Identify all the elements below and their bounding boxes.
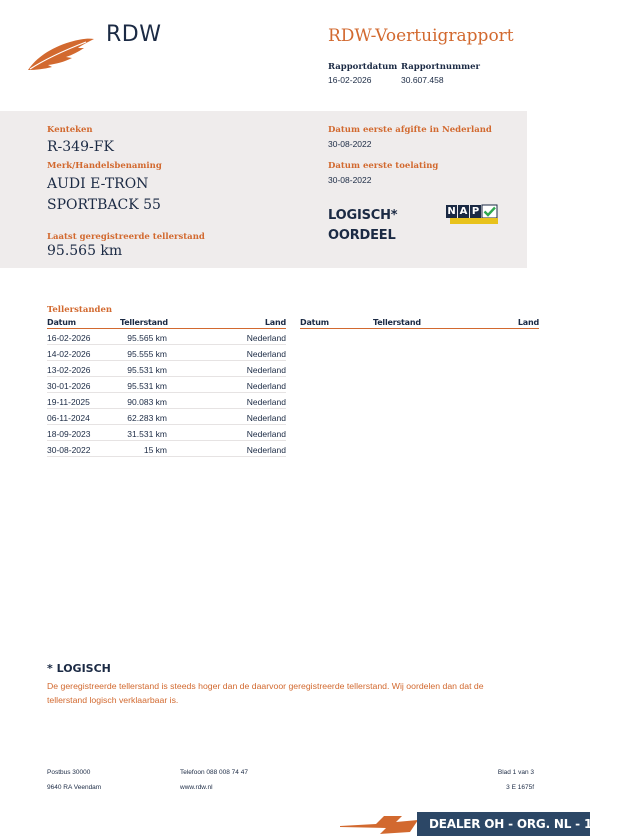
report-title: RDW-Voertuigrapport: [328, 26, 514, 46]
reading-land: Nederland: [246, 397, 286, 407]
odometer-label: Laatst geregistreerde tellerstand: [47, 232, 205, 242]
reading-land: Nederland: [246, 445, 286, 455]
reading-land: Nederland: [246, 365, 286, 375]
header-date: Datum: [47, 318, 76, 327]
footer-website: www.rdw.nl: [180, 784, 213, 791]
reading-land: Nederland: [246, 381, 286, 391]
table-row: [47, 329, 286, 345]
footnote-title: * LOGISCH: [47, 662, 111, 675]
first-admission-label: Datum eerste toelating: [328, 161, 439, 171]
make-line-2: SPORTBACK 55: [47, 197, 161, 213]
brand-name: RDW: [106, 22, 162, 47]
feather-stripe-icon: [340, 812, 420, 836]
report-number: 30.607.458: [401, 75, 444, 85]
table-row: [47, 345, 286, 361]
reading-date: 16-02-2026: [47, 333, 91, 343]
readings-table-right: [300, 318, 539, 329]
make-line-1: AUDI E-TRON: [47, 176, 149, 192]
table-row: [47, 409, 286, 425]
dealer-banner: DEALER OH - ORG. NL - 1E EIG: [417, 812, 590, 836]
footer-code: 3 E 1675f: [506, 784, 534, 791]
footnote-text: De geregistreerde tellerstand is steeds hoger dan de daarvoor geregistreerde tellerstand. Wij oordelen dan dat de tellerstand logisch verklaarbaar is.: [47, 681, 484, 705]
reading-km: 95.531 km: [127, 381, 167, 391]
first-admission-value: 30-08-2022: [328, 175, 372, 185]
table-row: [47, 393, 286, 409]
reading-km: 95.531 km: [127, 365, 167, 375]
header-land: Land: [517, 318, 539, 327]
verdict-line-1: LOGISCH*: [328, 208, 398, 223]
report-date: 16-02-2026: [328, 75, 372, 85]
table-row: [47, 361, 286, 377]
footer-page-number: Blad 1 van 3: [497, 769, 534, 776]
header-km: Tellerstand: [373, 318, 421, 327]
reading-km: 15 km: [143, 445, 167, 455]
nap-check-icon: [482, 205, 497, 218]
footer-city: 9640 RA Veendam: [47, 784, 102, 791]
reading-land: Nederland: [246, 429, 286, 439]
report-number-label: Rapportnummer: [401, 62, 480, 72]
header-date: Datum: [300, 318, 329, 327]
header-km: Tellerstand: [120, 318, 168, 327]
reading-date: 19-11-2025: [47, 397, 90, 407]
nap-logo: [446, 205, 498, 224]
reading-land: Nederland: [246, 333, 286, 343]
table-row: [47, 377, 286, 393]
reading-date: 14-02-2026: [47, 349, 91, 359]
reading-km: 95.565 km: [127, 333, 167, 343]
reading-date: 13-02-2026: [47, 365, 91, 375]
readings-rows: [47, 329, 286, 457]
odometer-value: 95.565 km: [47, 243, 123, 259]
readings-section-label: Tellerstanden: [47, 305, 113, 315]
plate-label: Kenteken: [47, 125, 93, 135]
reading-date: 30-08-2022: [47, 445, 91, 455]
reading-date: 18-09-2023: [47, 429, 91, 439]
nap-letter-p: P: [471, 206, 480, 217]
rdw-feather-logo: [26, 36, 96, 72]
reading-km: 90.083 km: [127, 397, 167, 407]
first-nl-label: Datum eerste afgifte in Nederland: [328, 125, 492, 135]
reading-km: 31.531 km: [127, 429, 167, 439]
nap-bar: [450, 218, 498, 224]
footer-po-box: Postbus 30000: [47, 769, 91, 776]
reading-km: 95.555 km: [127, 349, 167, 359]
reading-date: 30-01-2026: [47, 381, 91, 391]
reading-land: Nederland: [246, 413, 286, 423]
reading-land: Nederland: [246, 349, 286, 359]
report-date-label: Rapportdatum: [328, 62, 398, 72]
table-header: [300, 318, 539, 329]
verdict-line-2: OORDEEL: [328, 228, 396, 243]
footer-phone: Telefoon 088 008 74 47: [180, 769, 248, 776]
header-land: Land: [264, 318, 286, 327]
nap-letter-n: N: [447, 206, 456, 217]
readings-table-left: [47, 318, 286, 457]
reading-km: 62.283 km: [127, 413, 167, 423]
plate-value: R-349-FK: [47, 139, 114, 155]
first-nl-value: 30-08-2022: [328, 139, 372, 149]
nap-letter-a: A: [459, 206, 468, 217]
table-header: [47, 318, 286, 329]
table-row: [47, 425, 286, 441]
make-label: Merk/Handelsbenaming: [47, 161, 162, 171]
reading-date: 06-11-2024: [47, 413, 90, 423]
table-row: [47, 441, 286, 457]
